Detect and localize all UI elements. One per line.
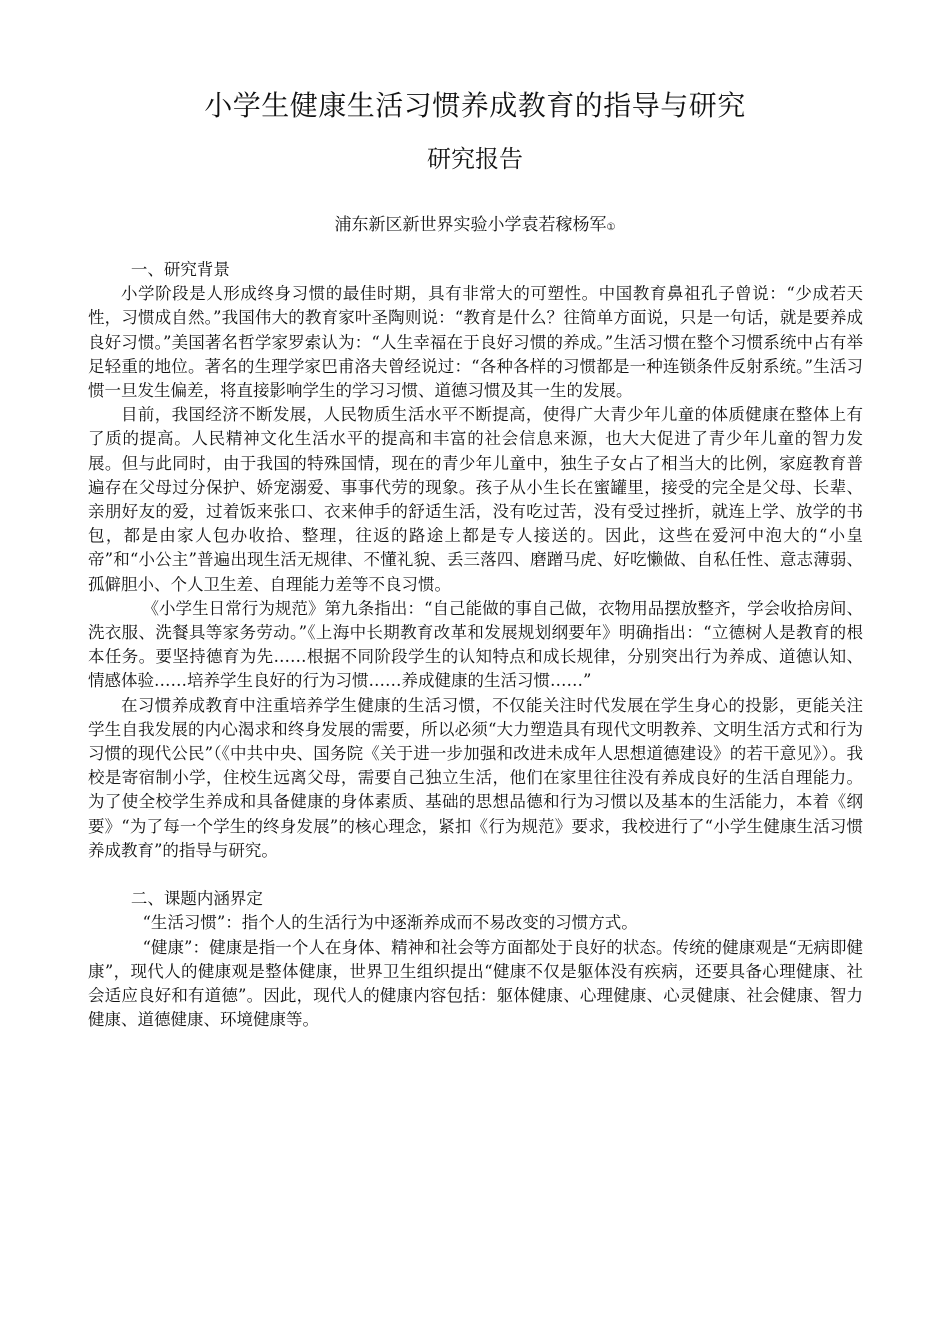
section-spacer: [88, 863, 863, 887]
author-line: [0, 212, 950, 241]
paragraph-background-4: 在习惯养成教育中注重培养学生健康的生活习惯，不仅能关注时代发展在学生身心的投影，更能关注学生自我发展的内心渴求和终身发展的需要，所以必须“大力塑造具有现代文明教养、文明生活方式和行为习惯的现代公民”（《中共中央、国务院《关于进一步加强和改进未成年人思想道德建设》的若干意见》）。我校是寄宿制小学，住校生远离父母，需要自己独立生活，他们在家里往往没有养成良好的生活自理能力。为了使全校学生养成和具备健康的身体素质、基础的思想品德和行为习惯以及基本的生活能力，本着《纲要》“为了每一个学生的终身发展”的核心理念，紧扣《行为规范》要求，我校进行了“小学生健康生活习惯养成教育”的指导与研究。: [88, 695, 863, 860]
document-title: 小学生健康生活习惯养成教育的指导与研究: [204, 89, 746, 122]
section-heading-definitions: 二、课题内涵界定: [130, 889, 263, 909]
paragraph-definition-health: “健康”：健康是指一个人在身体、精神和社会等方面都处于良好的状态。传统的健康观是“无病即健康”，现代人的健康观是整体健康，世界卫生组织提出“健康不仅是躯体没有疾病，还要具备心理健康、社会适应良好和有道德”。因此，现代人的健康内容包括：躯体健康、心理健康、心灵健康、社会健康、智力健康、道德健康、环境健康等。: [88, 937, 863, 1030]
paragraph-background-3: 《小学生日常行为规范》第九条指出：“自己能做的事自己做，衣物用品摆放整齐，学会收拾房间、洗衣服、洗餐具等家务劳动。”《上海中长期教育改革和发展规划纲要年》明确指出：“立德树人是教育的根本任务。要坚持德育为先……根据不同阶段学生的认知特点和成长规律，分别突出行为养成、道德认知、情感体验……培养学生良好的行为习惯……养成健康的生活习惯……”: [88, 598, 863, 691]
document-body: [88, 258, 863, 1032]
paragraph-background-2: 目前，我国经济不断发展，人民物质生活水平不断提高，使得广大青少年儿童的体质健康在整体上有了质的提高。人民精神文化生活水平的提高和丰富的社会信息来源，也大大促进了青少年儿童的智力发展。但与此同时，由于我国的特殊国情，现在的青少年儿童中，独生子女占了相当大的比例，家庭教育普遍存在父母过分保护、娇宠溺爱、事事代劳的现象。孩子从小生长在蜜罐里，接受的完全是父母、长辈、亲朋好友的爱，过着饭来张口、衣来伸手的舒适生活，没有吃过苦，没有受过挫折，就连上学、放学的书包，都是由家人包办收拾、整理，往返的路途上都是专人接送的。因此，这些在爱河中泡大的“小皇帝”和“小公主”普遍出现生活无规律、不懂礼貌、丢三落四、磨蹭马虎、好吃懒做、自私任性、意志薄弱、孤僻胆小、个人卫生差、自理能力差等不良习惯。: [88, 405, 863, 594]
paragraph-background-1: 小学阶段是人形成终身习惯的最佳时期，具有非常大的可塑性。中国教育鼻祖孔子曾说：“少成若天性，习惯成自然。”我国伟大的教育家叶圣陶则说：“教育是什么？往简单方面说，只是一句话，就是要养成良好习惯。”美国著名哲学家罗索认为：“人生幸福在于良好习惯的养成。”生活习惯在整个习惯系统中占有举足轻重的地位。著名的生理学家巴甫洛夫曾经说过：“各种各样的习惯都是一种连锁条件反射系统。”生活习惯一旦发生偏差，将直接影响学生的学习习惯、道德习惯及其一生的发展。: [88, 284, 863, 401]
section-heading-background: 一、研究背景: [130, 260, 230, 279]
footnote-marker: ①: [606, 222, 616, 233]
author-text: 浦东新区新世界实验小学袁若稼杨军: [334, 215, 607, 235]
document-subtitle: 研究报告: [427, 145, 523, 173]
paragraph-definition-habit: “生活习惯”：指个人的生活行为中逐渐养成而不易改变的习惯方式。: [142, 913, 638, 933]
